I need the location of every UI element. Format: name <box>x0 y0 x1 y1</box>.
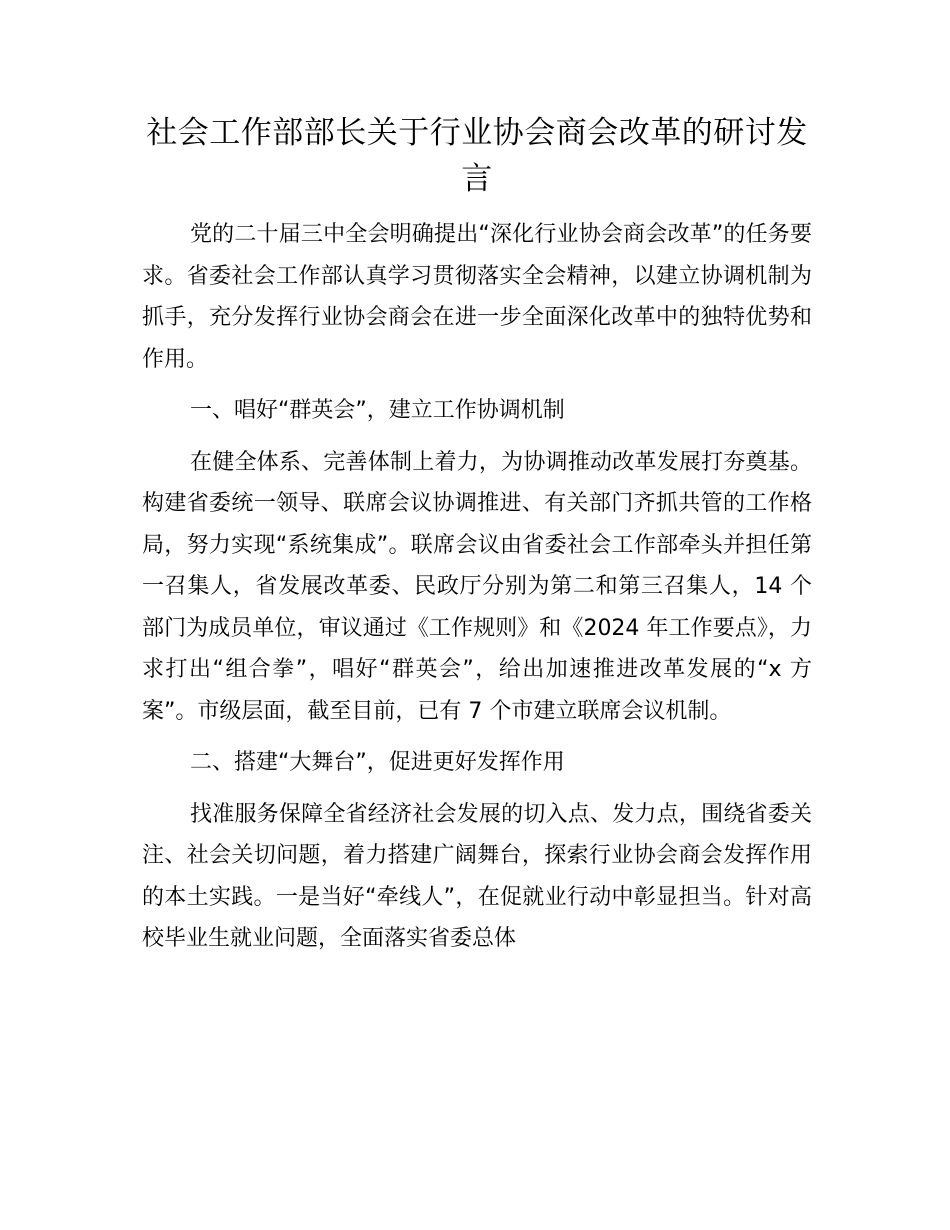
section-heading-2: 二、搭建“大舞台”，促进更好发挥作用 <box>190 750 565 775</box>
paragraph-section-1: 在健全体系、完善体制上着力，为协调推动改革发展打夯奠基。构建省委统一领导、联席会议协调推进、有关部门齐抓共管的工作格局，努力实现“系统集成”。联席会议由省委社会工作部牵头并担任第一召集人，省发展改革委、民政厅分别为第二和第三召集人，14 个部门为成员单位，审议通过《工作规则》和《2024 年工作要点》，力求打出“组合拳”，唱好“群英会”，给出加速推进改革发展的“x 方案”。市级层面，截至目前，已有 7 个市建立联席会议机制。 <box>142 449 812 724</box>
document-page <box>142 110 812 970</box>
paragraph-section-2: 找准服务保障全省经济社会发展的切入点、发力点，围绕省委关注、社会关切问题，着力搭建广阔舞台，探索行业协会商会发挥作用的本土实践。一是当好“牵线人”，在促就业行动中彰显担当。针对高校毕业生就业问题，全面落实省委总体 <box>142 801 812 951</box>
document-title: 社会工作部部长关于行业协会商会改革的研讨发言 <box>146 115 808 197</box>
paragraph-intro: 党的二十届三中全会明确提出“深化行业协会商会改革”的任务要求。省委社会工作部认真学习贯彻落实全会精神，以建立协调机制为抓手，充分发挥行业协会商会在进一步全面深化改革中的独特优势和作用。 <box>142 222 812 372</box>
section-heading-1: 一、唱好“群英会”，建立工作协调机制 <box>190 398 565 423</box>
